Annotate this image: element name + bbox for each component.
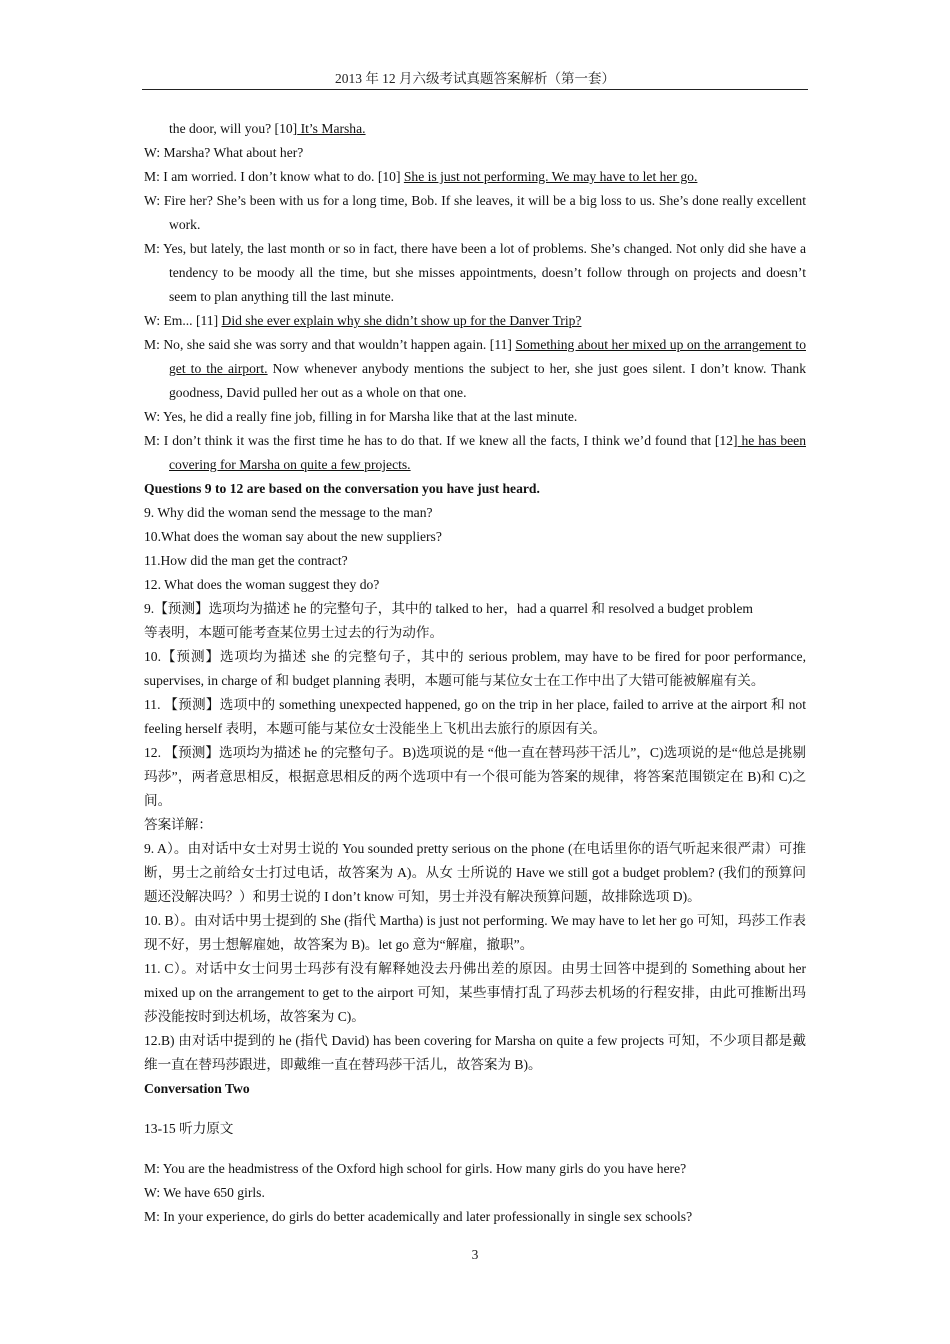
- transcript-line: M: No, she said she was sorry and that wouldn’t happen again. [11] Something about her mixed up on the arrangement to get to the airport. Now whenever anybody mentions the subject to her, she just goes silent. I don’t know. Thank goodness, David pulled her out as a whole on that one.: [144, 337, 806, 400]
- page-number: 3: [471, 1247, 479, 1262]
- transcript-line: W: Marsha? What about her?: [144, 145, 304, 160]
- answer-explanation: 11. C）。对话中女士问男士玛莎有没有解释她没去丹佛出差的原因。由男士回答中提到的 Something about her mixed up on the arrangement to get to the airport 可知，某些事情打乱了玛莎去机场的行程安排，由此可推断出玛莎没能按时到达机场，故答案为 C)。: [144, 961, 806, 1024]
- prediction: 9.【预测】选项均为描述 he 的完整句子，其中的 talked to her，had a quarrel 和 resolved a budget problem: [144, 601, 753, 616]
- section-title: Conversation Two: [144, 1081, 250, 1096]
- question: 10.What does the woman say about the new suppliers?: [144, 529, 442, 544]
- underlined-answer: She is just not performing. We may have to let her go.: [403, 169, 698, 184]
- prediction: 10.【预测】选项均为描述 she 的完整句子，其中的 serious problem, may have to be fired for poor performance, supervises, in charge of 和 budget planning 表明，本题可能与某位女士在工作中出了大错可能被解雇有关。: [144, 649, 806, 688]
- transcript-line: M: You are the headmistress of the Oxford high school for girls. How many girls do you have here?: [144, 1161, 687, 1176]
- transcript-line: M: In your experience, do girls do better academically and later professionally in single sex schools?: [144, 1209, 693, 1224]
- transcript-line: M: I am worried. I don’t know what to do. [10] She is just not performing. We may have to let her go.: [144, 169, 698, 184]
- underlined-answer: Did she ever explain why she didn’t show up for the Danver Trip?: [221, 313, 582, 328]
- transcript-line: M: I don’t think it was the first time he has to do that. If we knew all the facts, I think we’d found that [12] he has been covering for Marsha on quite a few projects.: [144, 433, 806, 472]
- prediction: 12. 【预测】选项均为描述 he 的完整句子。B)选项说的是 “他一直在替玛莎干活儿”，C)选项说的是“他总是挑剔玛莎”，两者意思相反，根据意思相反的两个选项中有一个很可能为答案的规律，将答案范围锁定在 B)和 C)之间。: [144, 745, 806, 808]
- question: 12. What does the woman suggest they do?: [144, 577, 380, 592]
- answer-explanation: 9. A）。由对话中女士对男士说的 You sounded pretty serious on the phone (在电话里你的语气听起来很严肃）可推断，男士之前给女士打过电话，故答案为 A)。从女 士所说的 Have we still got a budget problem? (我们的预算问题还没解决吗？）和男士说的 I don’t know 可知，男士并没有解决预算问题，故排除选项 D)。: [144, 841, 806, 904]
- transcript-line: W: Em... [11] Did she ever explain why she didn’t show up for the Danver Trip?: [144, 313, 582, 328]
- answer-detail-label: 答案详解：: [144, 817, 212, 832]
- underlined-answer: he has been covering for Marsha on quite a few projects.: [169, 433, 806, 472]
- underlined-answer: Something about her mixed up on the arrangement to get to the airport.: [169, 337, 806, 376]
- answer-explanation: 10. B）。由对话中男士提到的 She (指代 Martha) is just not performing. We may have to let her go 可知，玛莎工作表现不好，男士想解雇她，故答案为 B)。let go 意为“解雇，撤职”。: [144, 913, 806, 952]
- document-body: [144, 117, 806, 1229]
- question: 11.How did the man get the contract?: [144, 553, 348, 568]
- question: 9. Why did the woman send the message to the man?: [144, 505, 433, 520]
- answer-explanation: 12.B) 由对话中提到的 he (指代 David) has been covering for Marsha on quite a few projects 可知，不少项目都是戴维一直在替玛莎跟进，即戴维一直在替玛莎干活儿，故答案为 B)。: [144, 1033, 806, 1072]
- prediction: 11. 【预测】选项中的 something unexpected happened, go on the trip in her place, failed to arrive at the airport 和 not feeling herself 表明，本题可能与某位女士没能坐上飞机出去旅行的原因有关。: [144, 697, 806, 736]
- questions-header: Questions 9 to 12 are based on the conversation you have just heard.: [144, 481, 540, 496]
- transcript-label: 13-15 听力原文: [144, 1121, 234, 1136]
- page-header: 2013 年 12 月六级考试真题答案解析（第一套）: [334, 71, 616, 86]
- transcript-line: W: Fire her? She’s been with us for a long time, Bob. If she leaves, it will be a big loss to us. She’s done really excellent work.: [144, 193, 806, 232]
- underlined-answer: It’s Marsha.: [297, 121, 366, 136]
- prediction: 等表明，本题可能考查某位男士过去的行为动作。: [144, 625, 444, 640]
- transcript-line: the door, will you? [10] It’s Marsha.: [169, 121, 366, 136]
- header-divider: [142, 89, 808, 90]
- transcript-line: W: We have 650 girls.: [144, 1185, 265, 1200]
- transcript-line: W: Yes, he did a really fine job, filling in for Marsha like that at the last minute.: [144, 409, 578, 424]
- transcript-line: M: Yes, but lately, the last month or so in fact, there have been a lot of problems. She’s changed. Not only did she have a tendency to be moody all the time, but she misses appointments, doesn’t follow through on projects and doesn’t seem to plan anything till the last minute.: [144, 241, 806, 304]
